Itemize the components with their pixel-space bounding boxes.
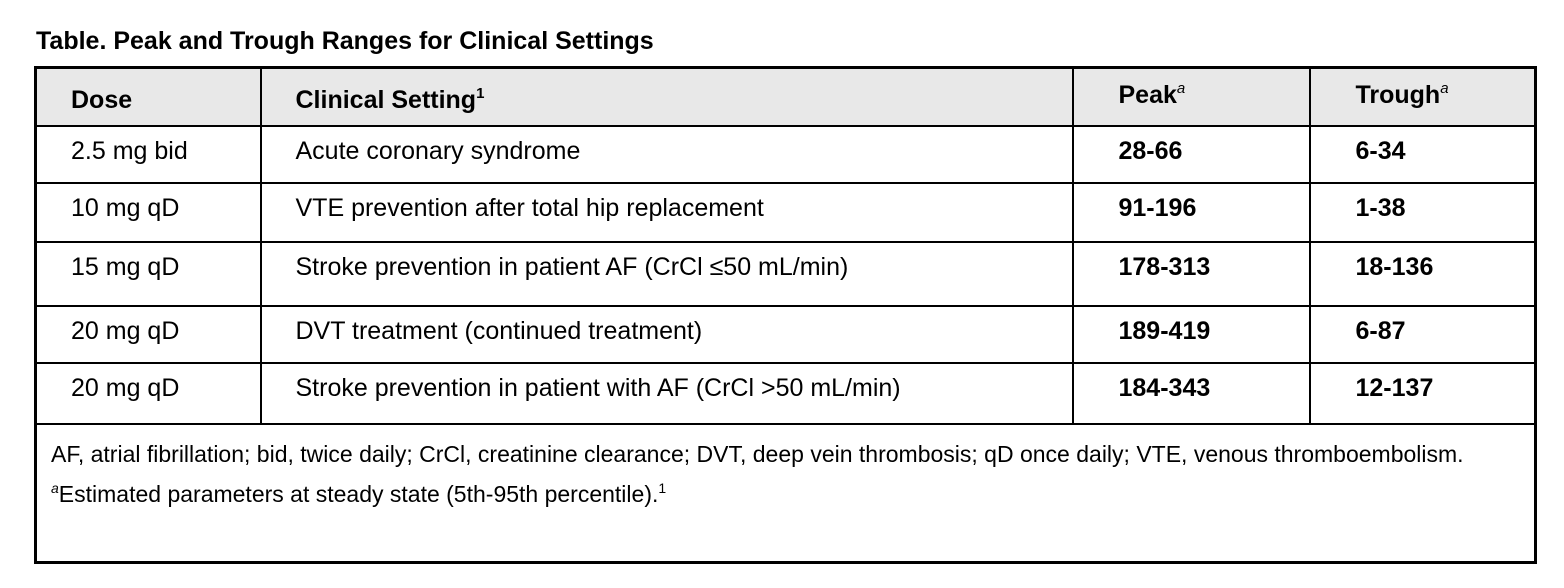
header-dose-label: Dose [71,86,133,114]
peak-value: 184-343 [1118,374,1211,402]
cell-dose [36,363,261,424]
setting-value: Stroke prevention in patient with AF (CrCl >50 mL/min) [295,374,901,402]
cell-peak [1073,306,1310,363]
trough-value: 6-34 [1355,137,1406,165]
trough-value: 18-136 [1355,253,1434,281]
header-peak-text [1074,69,1309,110]
header-setting-label: Clinical Setting [295,86,477,114]
cell-dose [36,242,261,306]
table-row [36,363,1536,424]
header-clinical-setting [261,68,1073,127]
peak-value: 91-196 [1118,194,1197,222]
cell-trough [1310,306,1536,363]
cell-dose [36,306,261,363]
header-trough [1310,68,1536,127]
footnote-marker: a [51,480,59,496]
header-trough-sup: a [1440,80,1449,97]
cell-dose [36,126,261,183]
trough-value: 6-87 [1355,317,1406,345]
footnote-row [36,424,1536,563]
cell-setting [261,183,1073,242]
abbreviations-footnote: AF, atrial fibrillation; bid, twice daily; CrCl, creatinine clearance; DVT, deep vein thrombosis; qD once daily; VTE, venous thromboembolism. [51,441,1464,467]
trough-value: 1-38 [1355,194,1406,222]
cell-trough [1310,183,1536,242]
table-row [36,242,1536,306]
cell-setting [261,242,1073,306]
peak-value: 178-313 [1118,253,1211,281]
setting-value: Stroke prevention in patient AF (CrCl ≤50 mL/min) [295,253,849,281]
footnote-text: Estimated parameters at steady state (5th-95th percentile). [58,481,659,507]
trough-value: 12-137 [1355,374,1434,402]
table-caption: Table. Peak and Trough Ranges for Clinical Settings [36,27,654,55]
cell-peak [1073,242,1310,306]
table-row [36,306,1536,363]
cell-peak [1073,363,1310,424]
table-row [36,126,1536,183]
cell-trough [1310,363,1536,424]
cell-setting [261,306,1073,363]
dose-value: 2.5 mg bid [71,137,188,165]
header-peak-label: Peak [1118,81,1177,109]
peak-value: 28-66 [1118,137,1183,165]
dose-value: 10 mg qD [71,194,180,222]
footnote-reference: 1 [658,480,667,496]
header-setting-sup: 1 [476,85,485,102]
cell-peak [1073,126,1310,183]
dose-value: 20 mg qD [71,374,180,402]
cell-setting [261,363,1073,424]
dose-value: 20 mg qD [71,317,180,345]
peak-trough-table [34,66,1537,564]
cell-trough [1310,126,1536,183]
header-peak-sup: a [1176,80,1186,97]
steady-state-footnote [51,477,1520,511]
header-trough-label: Trough [1355,81,1441,109]
footnotes-cell [36,424,1536,563]
setting-value: VTE prevention after total hip replacement [295,194,764,222]
table-row [36,183,1536,242]
cell-dose [36,183,261,242]
header-trough-text [1311,69,1535,110]
header-dose [36,68,261,127]
dose-value: 15 mg qD [71,253,180,281]
cell-trough [1310,242,1536,306]
setting-value: Acute coronary syndrome [295,137,581,165]
header-setting-text [262,69,1072,115]
setting-value: DVT treatment (continued treatment) [295,317,703,345]
cell-setting [261,126,1073,183]
header-row [36,68,1536,127]
peak-value: 189-419 [1118,317,1211,345]
header-peak [1073,68,1310,127]
cell-peak [1073,183,1310,242]
